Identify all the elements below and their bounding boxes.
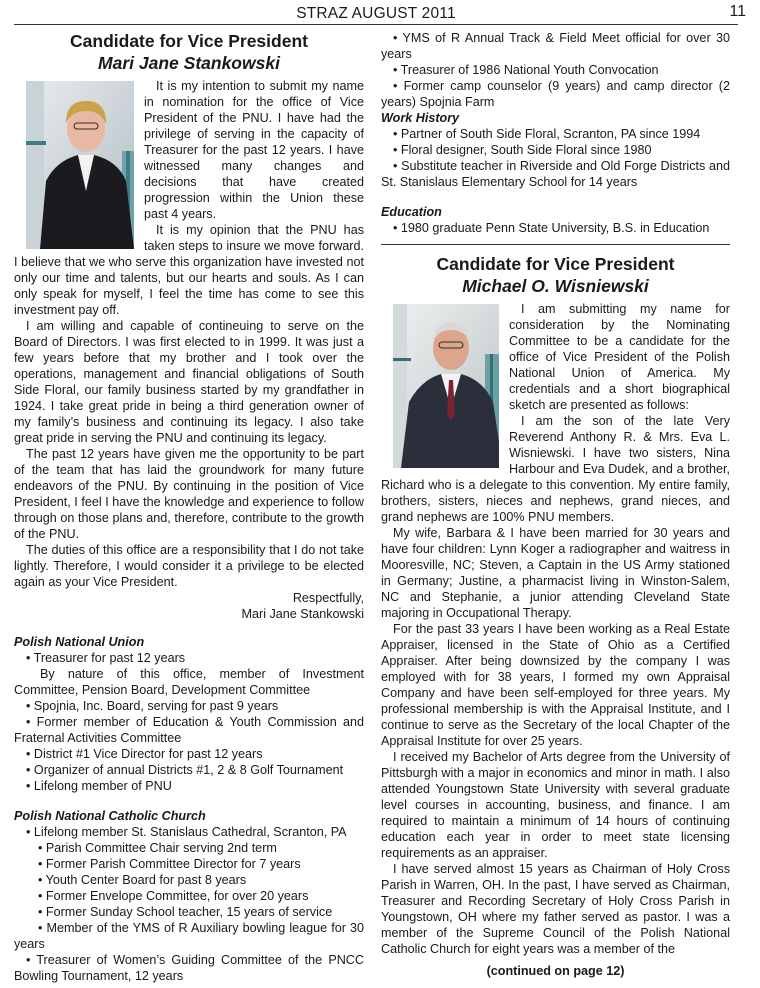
candidate-photo xyxy=(14,81,134,249)
list-item: • Former Parish Committee Director for 7 years xyxy=(38,857,301,871)
list-item: • Lifelong member St. Stanislaus Cathedral, Scranton, PA xyxy=(26,825,347,839)
paragraph: I received my Bachelor of Arts degree from the University of Pittsburgh with a major in economics and minor in math. I also attended Youngstown State University with several graduate level courses in accounting, business, and finance. I am required to maintain a minimum of 14 hours of continuing education each year in order to meet state licensing requirements as an appraiser. xyxy=(381,750,730,860)
list-item: • Former camp counselor (9 years) and camp director (2 years) Spojnia Farm xyxy=(381,79,730,109)
list-item: • Youth Center Board for past 8 years xyxy=(38,873,247,887)
list-item: • Former Envelope Committee, for over 20 years xyxy=(38,889,309,903)
intro-paragraph xyxy=(14,78,364,222)
page-header xyxy=(14,2,746,25)
intro-paragraph xyxy=(381,301,730,413)
section-title-pncc: Polish National Catholic Church xyxy=(14,809,206,823)
list-item: • Member of the YMS of R Auxiliary bowling league for 30 years xyxy=(14,921,364,951)
list-item: • YMS of R Annual Track & Field Meet official for over 30 years xyxy=(381,31,730,61)
list-item: • District #1 Vice Director for past 12 years xyxy=(26,747,263,761)
list-item: • Former Sunday School teacher, 15 years of service xyxy=(38,905,333,919)
list-item: • Floral designer, South Side Floral since 1980 xyxy=(393,143,652,157)
article-heading: Candidate for Vice President xyxy=(436,254,675,274)
signature: Mari Jane Stankowski xyxy=(241,607,364,621)
continued-note: (continued on page 12) xyxy=(486,964,625,978)
list-item: • Spojnia, Inc. Board, serving for past 9 years xyxy=(26,699,279,713)
right-column xyxy=(381,30,730,979)
intro-text: It is my intention to submit my name in nomination for the office of Vice President of the PNU. I have had the privilege of serving in the capacity of Treasurer for the past 12 years. I have witnessed many changes and decisions that have created progression within the Union these past 4 years. xyxy=(144,79,364,221)
list-item: • 1980 graduate Penn State University, B.S. in Education xyxy=(393,221,710,235)
list-item: • Organizer of annual Districts #1, 2 & 8 Golf Tournament xyxy=(26,763,344,777)
intro-text: I am submitting my name for consideration by the Nominating Committee to be a candidate for the office of Vice President of the Polish National Union of America. My credentials and a short biographical sketch are presented as follows: xyxy=(509,302,730,412)
candidate-name: Mari Jane Stankowski xyxy=(98,53,280,73)
page-number: 11 xyxy=(729,3,746,20)
section-divider xyxy=(381,244,730,245)
list-item: By nature of this office, member of Investment Committee, Pension Board, Development Committee xyxy=(14,667,364,697)
section-title-pnu: Polish National Union xyxy=(14,635,145,649)
list-item: • Treasurer for past 12 years xyxy=(26,651,186,665)
publication-title: STRAZ AUGUST 2011 xyxy=(296,5,456,22)
portrait-man-image xyxy=(393,304,499,468)
list-item: • Substitute teacher in Riverside and Old Forge Districts and St. Stanislaus Elementary School for 14 years xyxy=(381,159,730,189)
candidate-photo xyxy=(381,304,499,468)
portrait-woman-image xyxy=(26,81,134,249)
list-item: • Former member of Education & Youth Commission and Fraternal Activities Committee xyxy=(14,715,364,745)
candidate-name: Michael O. Wisniewski xyxy=(462,276,649,296)
article-heading: Candidate for Vice President xyxy=(70,31,308,51)
paragraph: I am willing and capable of contineuing to serve on the Board of Directors. I was first elected to in 1999. It was just a few years before that my brother and I took over the operations, management and financial obligations of South Side Floral, our family business started by my grandfather in 1924. I take great pride in being a third generation owner of my family’s business and continuing its legacy. I also take great pride in serving the PNU and continuing its legacy. xyxy=(14,319,364,445)
paragraph: For the past 33 years I have been working as a Real Estate Appraiser, licensed in the State of Ohio as a Certified Appraiser. After being downsized by the company I was employed with for 38 years, I formed my own Appraisal Company and have been self-employed for three years. My professional membership is with the Appraisal Institute, and I continue to serve as the Secretary of the local Chapter of the Appraisal Institute for over 25 years. xyxy=(381,622,730,748)
paragraph: My wife, Barbara & I have been married for 30 years and have four children: Lynn Koger a radiographer and waitress in Mooresville, NC; Steven, a Captain in the US Army stationed in Germany; Justine, a pharmacist living in Winston-Salem, NC and Stephanie, a junior attending Cleveland State majoring in Occupational Therapy. xyxy=(381,526,730,620)
paragraph: The duties of this office are a responsibility that I do not take lightly. Therefore, I would consider it a privilege to be elected again as your Vice President. xyxy=(14,543,364,589)
section-title-education: Education xyxy=(381,205,442,219)
closing: Respectfully, xyxy=(292,591,364,605)
paragraph: I have served almost 15 years as Chairman of Holy Cross Parish in Warren, OH. In the past, I have served as Chairman, Treasurer and Recording Secretary of Holy Cross Parish in Youngstown, OH where my father served as pastor. I was a member of the Supreme Council of the Polish National Catholic Church for eight years was a member of the xyxy=(381,862,730,956)
paragraph: The past 12 years have given me the opportunity to be part of the team that has laid the groundwork for many future endeavors of the PNU. By continuing in the position of Vice President, I feel I have the knowledge and experience to follow through on those plans and, therefore, contribute to the growth of the PNU. xyxy=(14,447,364,541)
list-item: • Lifelong member of PNU xyxy=(26,779,172,793)
list-item: • Parish Committee Chair serving 2nd term xyxy=(38,841,277,855)
list-item: • Treasurer of 1986 National Youth Convocation xyxy=(393,63,659,77)
left-column xyxy=(14,30,364,984)
paragraph: I am the son of the late Very Reverend Anthony R. & Mrs. Eva L. Wisniewski. I have two sisters, Nina Harbour and Eva Dudek, and a brother, Richard who is a delegate to this convention. My entire family, brothers, sisters, nieces and nephews, grand nieces, and grand nephews are 100% PNU members. xyxy=(381,414,730,524)
paragraph: It is my opinion that the PNU has taken steps to insure we move forward. I believe that we who serve this organization have invested not only our time and talents, but our hearts and souls. As I can only speak for myself, I feel the time has come to see this investment pay off. xyxy=(14,223,364,317)
list-item: • Partner of South Side Floral, Scranton, PA since 1994 xyxy=(393,127,701,141)
section-title-work: Work History xyxy=(381,111,460,125)
list-item: • Treasurer of Women’s Guiding Committee of the PNCC Bowling Tournament, 12 years xyxy=(14,953,364,983)
